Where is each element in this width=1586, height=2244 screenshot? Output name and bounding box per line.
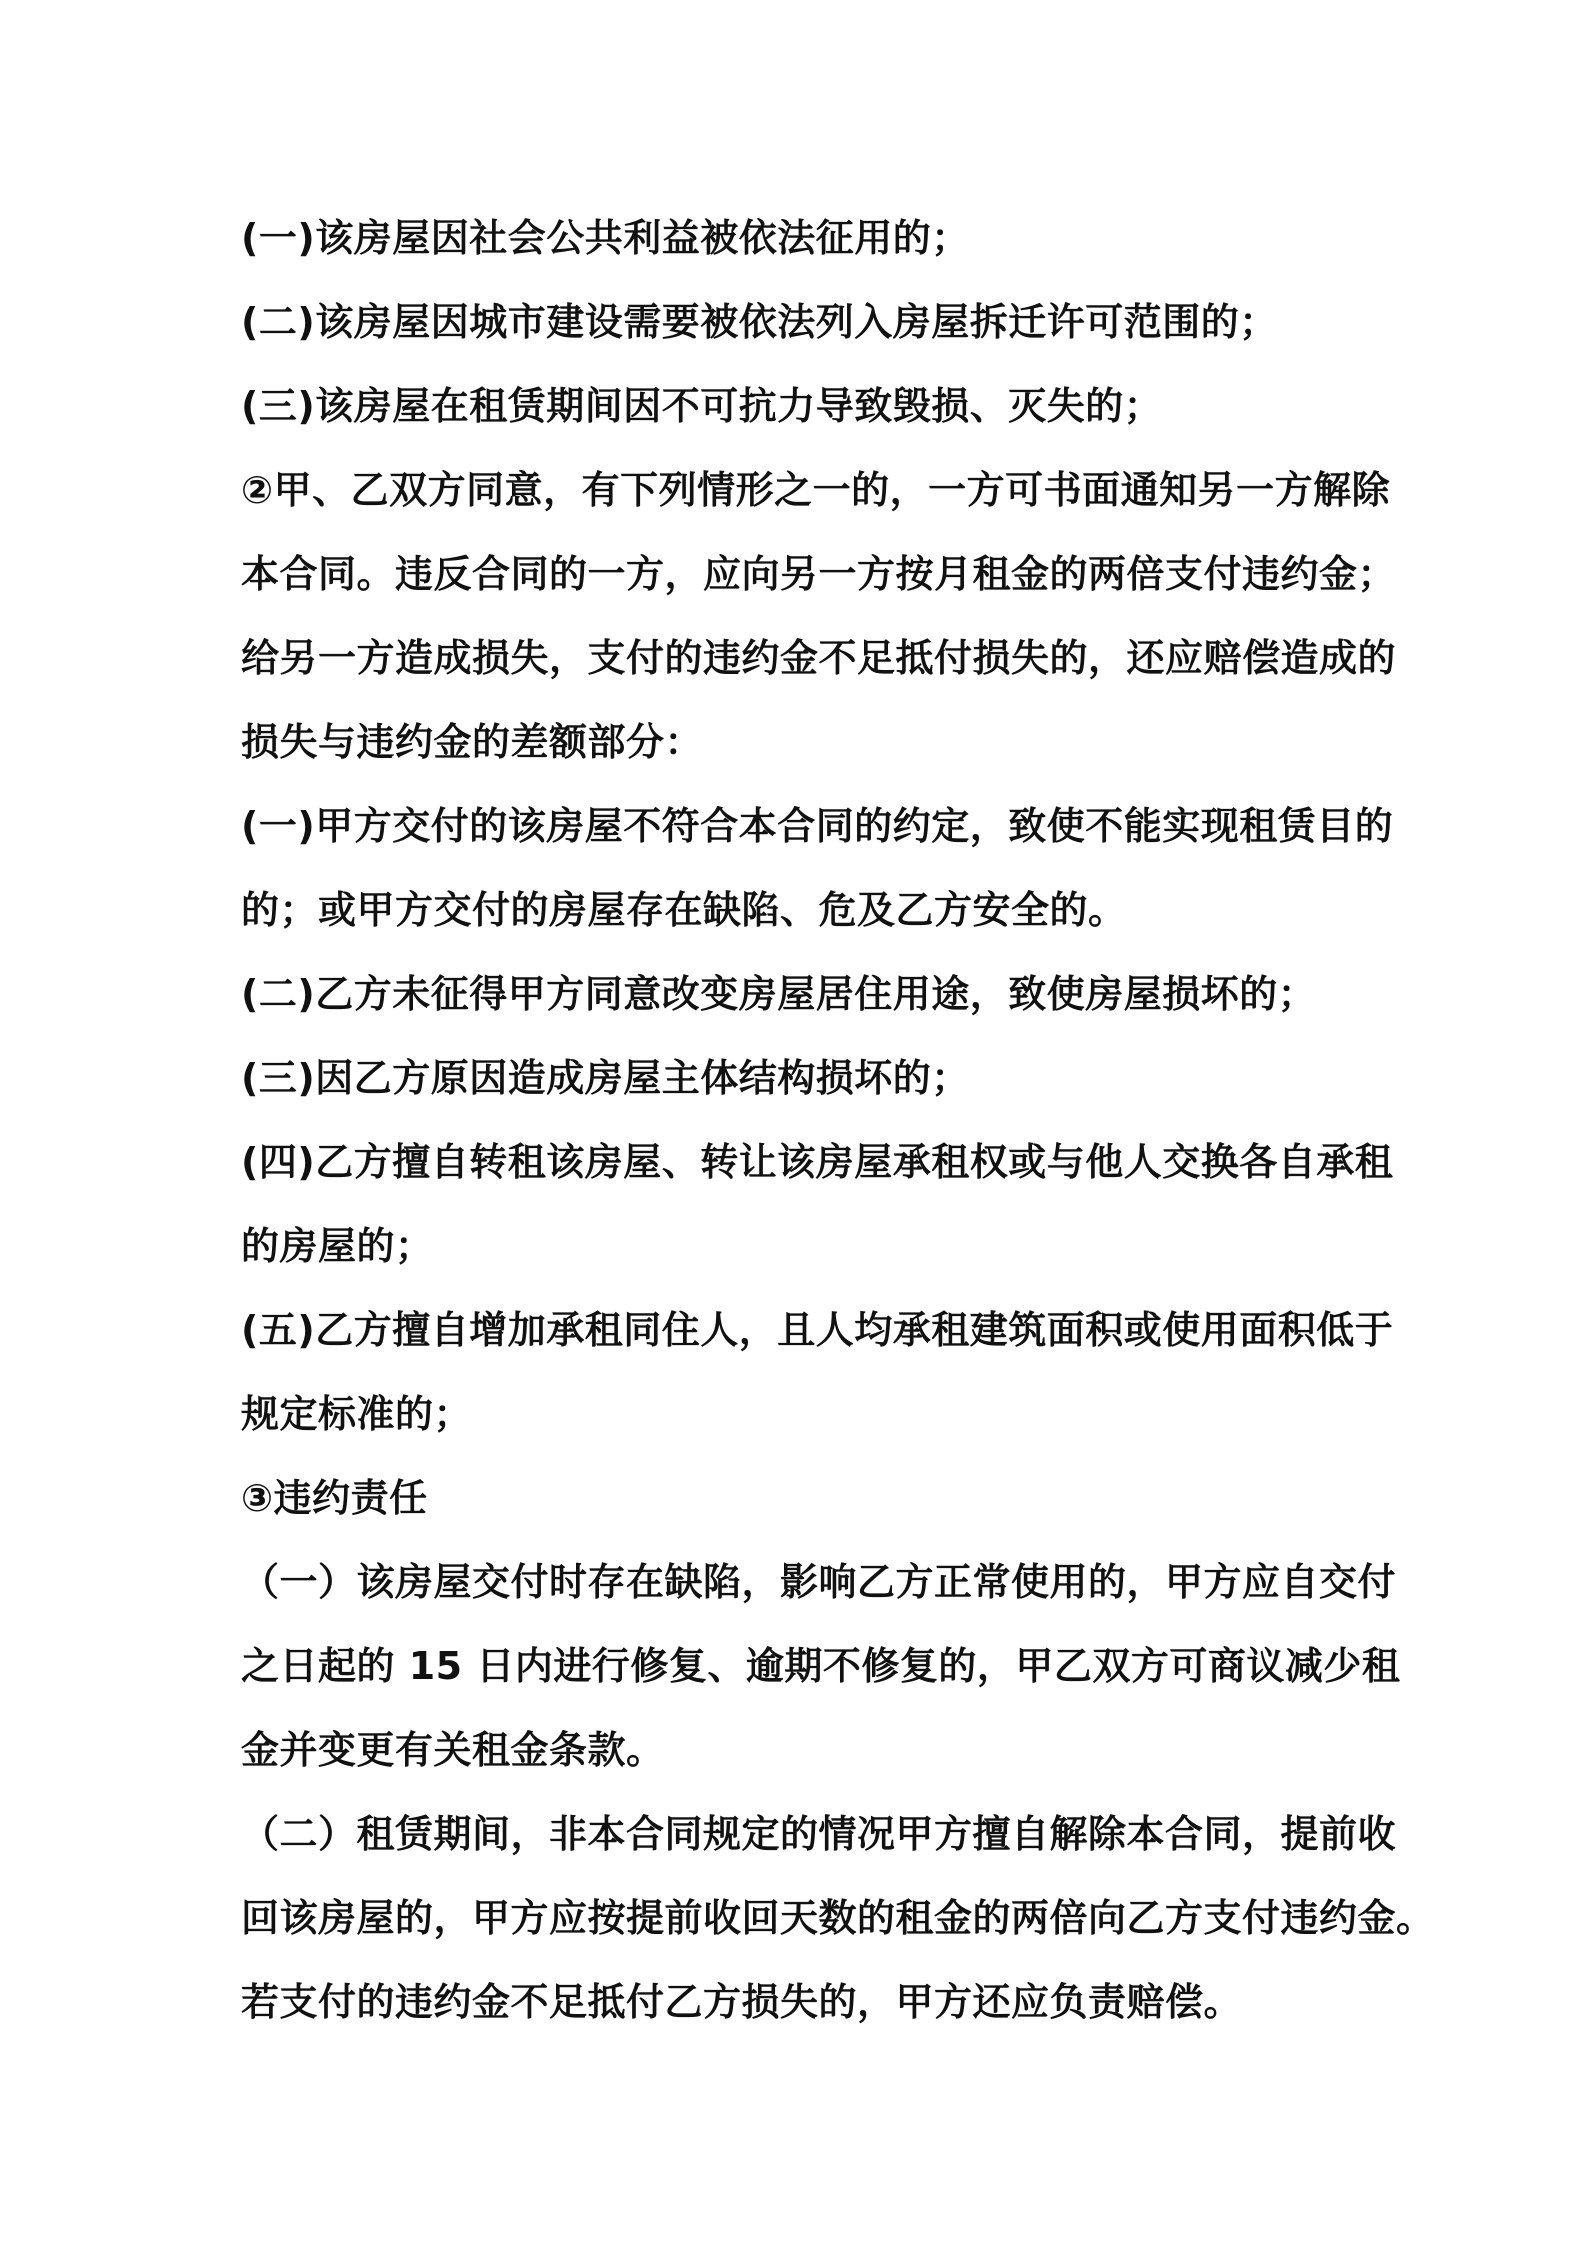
text-line: (四)乙方擅自转租该房屋、转让该房屋承租权或与他人交换各自承租 [241, 1140, 1394, 1184]
text-line: 的；或甲方交付的房屋存在缺陷、危及乙方安全的。 [241, 888, 1127, 932]
text-line: 回该房屋的，甲方应按提前收回天数的租金的两倍向乙方支付违约金。 [241, 1896, 1435, 1940]
text-line: (二)该房屋因城市建设需要被依法列入房屋拆迁许可范围的； [241, 300, 1278, 344]
contract-text-body [241, 196, 1435, 2044]
text-line: (三)该房屋在租赁期间因不可抗力导致毁损、灭失的； [241, 384, 1163, 428]
text-line: (三)因乙方原因造成房屋主体结构损坏的； [241, 1056, 970, 1100]
text-line: (一)甲方交付的该房屋不符合本合同的约定，致使不能实现租赁目的 [241, 804, 1394, 848]
text-line: (一)该房屋因社会公共利益被依法征用的； [241, 216, 970, 260]
text-line: 规定标准的； [241, 1392, 473, 1436]
text-line: 本合同。违反合同的一方，应向另一方按月租金的两倍支付违约金； [241, 552, 1397, 596]
text-line: 之日起的 15 日内进行修复、逾期不修复的，甲乙双方可商议减少租 [241, 1644, 1401, 1688]
text-line: (五)乙方擅自增加承租同住人，且人均承租建筑面积或使用面积低于 [241, 1308, 1394, 1352]
text-line: 损失与违约金的差额部分： [241, 720, 704, 764]
text-line: ②甲、乙双方同意，有下列情形之一的，一方可书面通知另一方解除 [241, 468, 1391, 512]
text-line: 的房屋的； [241, 1224, 434, 1268]
text-line: （二）租赁期间，非本合同规定的情况甲方擅自解除本合同，提前收 [241, 1812, 1397, 1856]
text-line: 金并变更有关租金条款。 [241, 1728, 665, 1772]
text-line: 若支付的违约金不足抵付乙方损失的，甲方还应负责赔偿。 [241, 1980, 1243, 2024]
text-line: （一）该房屋交付时存在缺陷，影响乙方正常使用的，甲方应自交付 [241, 1560, 1397, 1604]
text-line: (二)乙方未征得甲方同意改变房屋居住用途，致使房屋损坏的； [241, 972, 1317, 1016]
text-line: ③违约责任 [241, 1476, 428, 1520]
text-line: 给另一方造成损失，支付的违约金不足抵付损失的，还应赔偿造成的 [241, 636, 1397, 680]
